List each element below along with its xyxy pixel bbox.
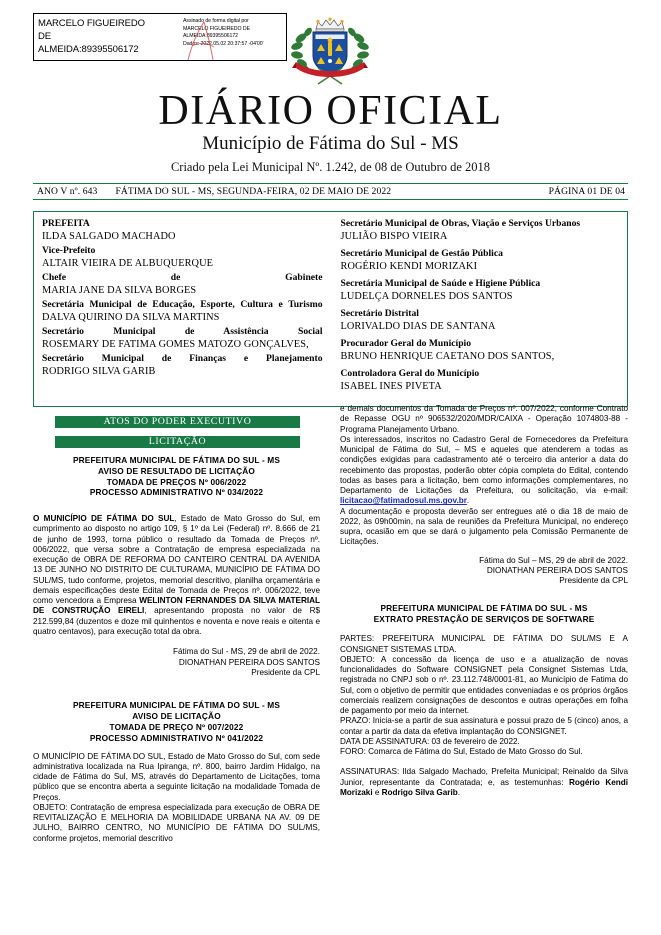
official-name: ROGÉRIO KENDI MORIZAKI <box>340 261 478 273</box>
notice-body-paragraph: O MUNICÍPIO DE FÁTIMA DO SUL, Estado de Mato Grosso do Sul, com sede administrativa localizada na Rua Ipiranga, nº. 800, bairro Jardim Hidalgo, na cidade de Fátima do Sul, MS, através do Departamento de Licitações, torna público que se encontra aberta a seguinte licitação na modalidade Tomada de Preços. <box>33 751 320 802</box>
notice-body-part2: , apresentando proposta no valor de R$ 212.599,84 (duzentos e doze mil quinhentos e noventa e nove reais e oitenta e quatro centavos), para execução total da obra. <box>33 606 320 636</box>
continuation-part1: e demais documentos da Tomada de Preços nº. 007/2022, conforme Contrato de Repasse OGU nº 906532/2020/MDR/CAIXA - Operação 1074803-88 - Programa Planejamento Urbano. <box>340 404 628 434</box>
extrato-prazo: PRAZO: Inicia-se a partir de sua assinatura e possui prazo de 5 (cinco) anos, a contar a partir da data da efetiva implantação do CONSIGNET. <box>340 716 628 736</box>
section-banner-licitacao: LICITAÇÃO <box>55 436 300 448</box>
main-column-left <box>33 455 320 844</box>
official-role: Secretário Municipal de Obras, Viação e Serviços Urbanos <box>340 218 581 229</box>
assinaturas-witness-2: Rodrigo Silva Garib <box>381 787 458 797</box>
signature-name-line-1: MARCELO FIGUEIREDO <box>38 18 145 29</box>
notice-sign-name: DIONATHAN PEREIRA DOS SANTOS <box>486 565 628 575</box>
digital-signature-box <box>33 13 287 61</box>
notice-heading-line: TOMADA DE PREÇO Nº 007/2022 <box>109 722 244 732</box>
signature-detail-line-3: ALMEIDA:89395506172 <box>183 33 239 40</box>
notice-winner-company: WELINTON FERNANDES DA SILVA MATERIAL DE CONSTRUÇÃO EIRELI <box>33 596 320 616</box>
notice-heading-line: PREFEITURA MUNICIPAL DE FÁTIMA DO SUL - MS <box>72 455 281 465</box>
official-name: ALTAIR VIEIRA DE ALBUQUERQUE <box>42 258 214 270</box>
main-column-right <box>340 404 628 798</box>
official-role: Controladora Geral do Município <box>340 368 480 379</box>
signature-detail-line-4: Dados: 2022.05.02 20:37:57 -04'00' <box>183 40 264 47</box>
official-role: Secretária Municipal de Saúde e Higiene Pública <box>340 278 541 289</box>
official-role: PREFEITA <box>42 218 90 229</box>
notice-sign-name: DIONATHAN PEREIRA DOS SANTOS <box>178 657 320 667</box>
assinaturas-conjunction: e <box>372 787 382 797</box>
official-role: Secretário Municipal de Finanças e Planejamento <box>42 353 323 364</box>
official-role: Procurador Geral do Município <box>340 338 471 349</box>
continuation-part2-tail: . <box>466 496 470 506</box>
continuation-part3: A documentação e proposta deverão ser entregues até o dia 18 de maio de 2022, às 09h00min, na sala de reuniões da Prefeitura Municipal, no endereço supra, ocasião em que se dará o julgamento pela Comissão Permanente de Licitações. <box>340 506 628 547</box>
notice-heading-line: AVISO DE LICITAÇÃO <box>132 711 221 722</box>
official-name: RODRIGO SILVA GARIB <box>42 366 156 378</box>
email-link[interactable]: licitacao@fatimadosul.ms.gov.br <box>340 496 467 506</box>
official-role: Secretária Municipal de Educação, Esporte, Cultura e Turismo <box>42 299 323 310</box>
assinaturas-witness-1: Rogério Kendi Morizaki <box>340 777 628 797</box>
signature-detail-line-2: MARCELO FIGUEIREDO DE <box>183 25 250 32</box>
notice-heading-line: PROCESSO ADMINISTRATIVO Nº 041/2022 <box>89 732 264 743</box>
official-role: Vice-Prefeito <box>42 245 96 256</box>
notice-continuation <box>340 404 628 587</box>
notice-heading-line: TOMADA DE PREÇOS Nº 006/2022 <box>106 476 247 487</box>
official-role: Secretário Municipal de Assistência Social <box>42 326 323 337</box>
notice-aviso-licitacao <box>33 700 320 843</box>
officials-column-left <box>34 212 331 406</box>
notice-sign-place-date: Fátima do Sul - MS, 29 de abril de 2022. <box>173 647 320 657</box>
notice-sign-place-date: Fátima do Sul – MS, 29 de abril de 2022. <box>479 555 628 565</box>
coat-of-arms-icon <box>288 16 372 88</box>
official-role: Chefe de Gabinete <box>42 272 323 283</box>
notice-aviso-resultado-licitacao <box>33 455 320 678</box>
official-name: DALVA QUIRINO DA SILVA MARTINS <box>42 312 220 324</box>
official-name: JULIÃO BISPO VIEIRA <box>340 231 448 243</box>
masthead-law-line: Criado pela Lei Municipal Nº. 1.242, de 08 de Outubro de 2018 <box>170 160 491 174</box>
signature-detail-line-1: Assinado de forma digital por <box>183 18 249 24</box>
continuation-part2 <box>340 435 628 507</box>
officials-box <box>33 211 628 407</box>
continuation-part2-text: Os interessados, inscritos no Cadastro Geral de Fornecedores da Prefeitura Municipal de Fátima do Sul, – MS e aqueles que atenderem a todas as condições exigidas para cadastramento até o terceiro dia anterior a data do recebimento das propostas, poderão obter cópia completa do Edital, contendo todas as bases para a licitação, bem como informações complementares, no Departamento de Licitações da Prefeitura, ou solicitação, via e-mail: <box>340 434 628 495</box>
assinaturas-intro: ASSINATURAS: Ilda Salgado Machado, Prefeita Municipal; Reinaldo da Silva Junior, representante da Contratada; e, as testemunhas: <box>340 767 628 787</box>
notice-sign-role: Presidente da CPL <box>251 668 320 677</box>
notice-heading-line: AVISO DE RESULTADO DE LICITAÇÃO <box>97 465 256 476</box>
signature-name-line-3: ALMEIDA:89395506172 <box>38 44 139 55</box>
extrato-objeto: OBJETO: A concessão da licença de uso e a atualização de novas funcionalidades do Software CONSIGNET pela Consignet Sistemas Ltda, registrada no CNPJ sob o nº. 23.112.748/0001-81, ao Município de Fatima do Sul, com o objetivo de permitir que entidades conveniadas e os próprios órgãos comerciais realizem consignações de descontos e outras operações em folha de pagamento por meio da internet. <box>340 654 628 716</box>
section-banner-atos-poder-executivo: ATOS DO PODER EXECUTIVO <box>55 416 300 428</box>
issue-bar <box>33 183 628 200</box>
masthead-subtitle: Município de Fátima do Sul - MS <box>202 133 459 154</box>
notice-heading-line: PREFEITURA MUNICIPAL DE FÁTIMA DO SUL - MS <box>72 700 281 711</box>
notice-body-paragraph <box>33 514 320 637</box>
notice-body-lead: O MUNICÍPIO DE FÁTIMA DO SUL <box>33 514 175 524</box>
page-title: DIÁRIO OFICIAL <box>158 88 503 134</box>
extrato-foro: FORO: Comarca de Fátima do Sul, Estado de Mato Grosso do Sul. <box>340 747 583 757</box>
issue-page-number: PÁGINA 01 DE 04 <box>548 186 625 197</box>
issue-place-date: FÁTIMA DO SUL - MS, SEGUNDA-FEIRA, 02 DE MAIO DE 2022 <box>115 186 392 197</box>
signature-details <box>180 14 286 60</box>
official-role: Secretário Municipal de Gestão Pública <box>340 248 503 259</box>
notice-heading-line: PREFEITURA MUNICIPAL DE FÁTIMA DO SUL - MS <box>380 602 588 613</box>
official-name: ISABEL INES PIVETA <box>340 381 442 393</box>
notice-objeto-paragraph: OBJETO: Contratação de empresa especializada para execução de OBRA DE REVITALIZAÇÃO E MELHORIA DA MOBILIDADE URBANA NA AV. 09 DE JULHO, BAIRRO CENTRO, NO MUNICÍPIO DE FÁTIMA DO SUL/MS, conforme projetos, memorial descritivo <box>33 802 320 843</box>
masthead <box>0 88 661 176</box>
extrato-assinaturas <box>340 767 628 798</box>
official-name: LUDELÇA DORNELES DOS SANTOS <box>340 291 513 303</box>
official-name: LORIVALDO DIAS DE SANTANA <box>340 321 496 333</box>
official-name: BRUNO HENRIQUE CAETANO DOS SANTOS, <box>340 351 555 363</box>
assinaturas-tail: . <box>457 787 460 797</box>
extrato-data-assinatura: DATA DE ASSINATURA: 03 de fevereiro de 2022. <box>340 736 520 746</box>
signature-name-line-2: DE <box>38 31 51 42</box>
official-role: Secretário Distrital <box>340 308 419 319</box>
official-name: MARIA JANE DA SILVA BORGES <box>42 285 197 297</box>
signature-name <box>34 14 180 60</box>
official-name: ILDA SALGADO MACHADO <box>42 231 176 243</box>
notice-sign-role: Presidente da CPL <box>559 576 628 586</box>
extrato-partes: PARTES: PREFEITURA MUNICIPAL DE FÁTIMA DO SUL/MS E A CONSIGNET SISTEMAS LTDA. <box>340 634 628 654</box>
notice-body-part1: , Estado de Mato Grosso do Sul, em cumprimento ao disposto no artigo 109, § 1º da Lei (Federal) nº. 8.666 de 21 de junho de 1993, torna público o resultado da Tomada de Preços nº. 006/2022, que versa sobre a Contratação de empresa especializada na execução de OBRA DE REFORMA DO CANTEIRO CENTRAL DA AVENIDA 13 DE JUNHO NO DISTRITO DE CULTURAMA, MUNICÍPIO DE FÁTIMA DO SUL/MS, tudo conforme, projetos, memorial descritivo, planilha orçamentária e demais especificações deste Edital de Tomada de Preços nº. 006/2022, teve como vencedora a Empresa <box>33 514 321 606</box>
issue-year-number: ANO V nº. 643 <box>37 186 98 197</box>
notice-extrato-software <box>340 603 628 798</box>
officials-column-right <box>331 212 628 406</box>
notice-heading-line: PROCESSO ADMINISTRATIVO Nº 034/2022 <box>89 487 264 498</box>
notice-heading-line: EXTRATO PRESTAÇÃO DE SERVIÇOS DE SOFTWARE <box>373 613 595 624</box>
official-name: ROSEMARY DE FATIMA GOMES MATOZO GONÇALVES, <box>42 339 309 351</box>
